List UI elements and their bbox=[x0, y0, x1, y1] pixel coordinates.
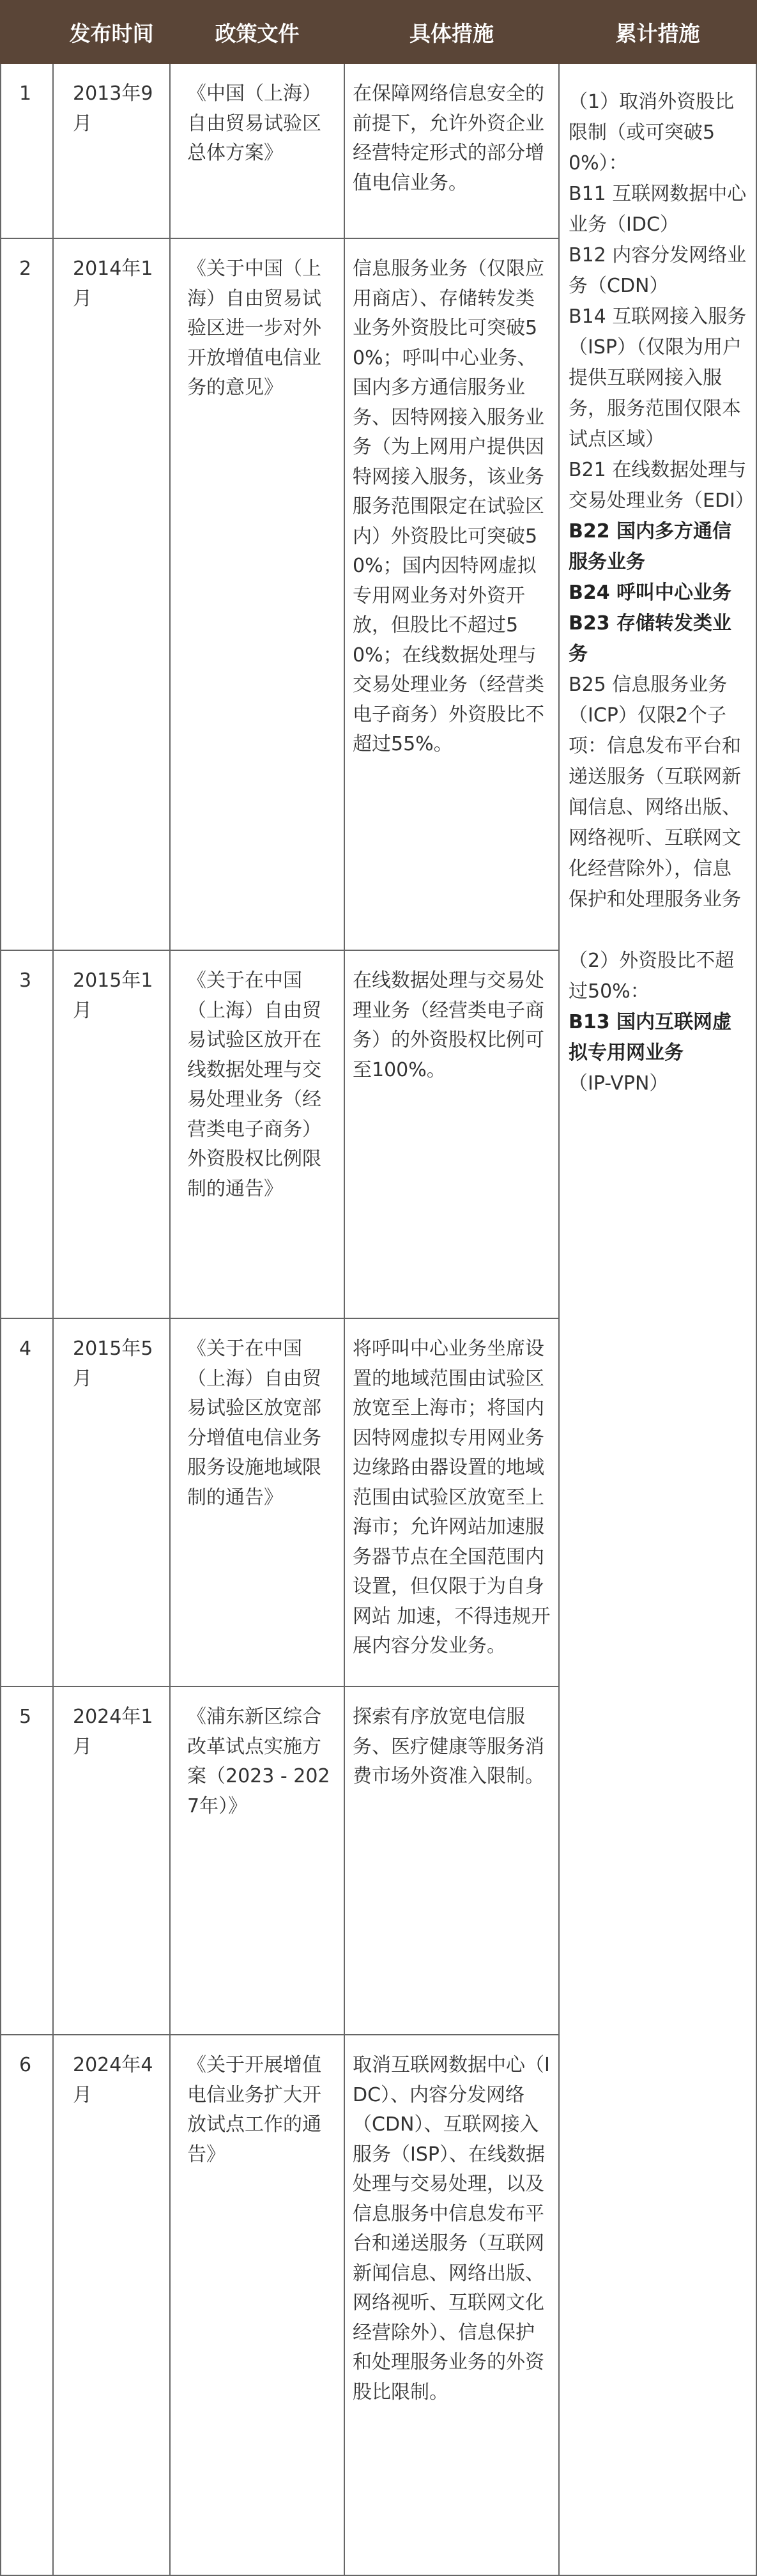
row-policy-doc: 《关于中国（上海）自由贸易试验区进一步对外开放增值电信业务的意见》 bbox=[170, 238, 344, 950]
row-measure: 信息服务业务（仅限应用商店）、存储转发类业务外资股比可突破50%；呼叫中心业务、国内多方通信服务业务、因特网接入服务业务（为上网用户提供因特网接入服务，该业务服务范围限定在试验区内）外资股比可突破50%；国内因特网虚拟专用网业务对外资开放，但股比不超过50%；在线数据处理与交易处理业务（经营类电子商务）外资股比不超过55%。 bbox=[344, 238, 559, 950]
header-policy: 政策文件 bbox=[170, 1, 344, 63]
row-date: 2013年9月 bbox=[53, 63, 170, 238]
cumulative-item-highlight: B22 国内多方通信服务业务 bbox=[569, 520, 732, 573]
header-row bbox=[1, 1, 756, 63]
row-policy-doc: 《浦东新区综合改革试点实施方案（2023 - 2027年）》 bbox=[170, 1686, 344, 2035]
cumulative-item-highlight: B24 呼叫中心业务 bbox=[569, 582, 732, 604]
table-row bbox=[1, 63, 756, 238]
row-measure: 在保障网络信息安全的前提下，允许外资企业经营特定形式的部分增值电信业务。 bbox=[344, 63, 559, 238]
header-date: 发布时间 bbox=[53, 1, 170, 63]
row-number: 1 bbox=[1, 63, 53, 238]
row-date: 2015年5月 bbox=[53, 1318, 170, 1686]
row-date: 2024年4月 bbox=[53, 2035, 170, 2575]
row-policy-doc: 《关于在中国（上海）自由贸易试验区放开在线数据处理与交易处理业务（经营类电子商务）外资股权比例限制的通告》 bbox=[170, 950, 344, 1318]
cumulative-item-highlight: B23 存储转发类业务 bbox=[569, 612, 732, 665]
header-measure: 具体措施 bbox=[344, 1, 559, 63]
cumulative-item: B14 互联网接入服务（ISP）（仅限为用户提供互联网接入服务，服务范围仅限本试点区域） bbox=[569, 305, 747, 451]
row-number: 6 bbox=[1, 2035, 53, 2575]
row-number: 5 bbox=[1, 1686, 53, 2035]
row-date: 2014年1月 bbox=[53, 238, 170, 950]
row-date: 2024年1月 bbox=[53, 1686, 170, 2035]
cumulative-item: （IP-VPN） bbox=[569, 1072, 669, 1095]
row-measure: 探索有序放宽电信服务、医疗健康等服务消费市场外资准入限制。 bbox=[344, 1686, 559, 2035]
cumulative-part1-title: （1）取消外资股比限制（或可突破50%）： bbox=[569, 91, 735, 174]
cumulative-part2-title: （2）外资股比不超过50%： bbox=[569, 950, 735, 1003]
row-policy-doc: 《关于开展增值电信业务扩大开放试点工作的通告》 bbox=[170, 2035, 344, 2575]
row-measure: 取消互联网数据中心（IDC）、内容分发网络（CDN）、互联网接入服务（ISP）、在线数据处理与交易处理，以及信息服务中信息发布平台和递送服务（互联网新闻信息、网络出版、网络视听、互联网文化经营除外）、信息保护和处理服务业务的外资股比限制。 bbox=[344, 2035, 559, 2575]
cumulative-item: B21 在线数据处理与交易处理业务（EDI） bbox=[569, 459, 754, 512]
cumulative-item: B12 内容分发网络业务（CDN） bbox=[569, 244, 747, 297]
header-cumulative: 累计措施 bbox=[559, 1, 756, 63]
table-header bbox=[1, 1, 756, 63]
cumulative-item: B11 互联网数据中心业务（IDC） bbox=[569, 183, 747, 236]
cumulative-item-highlight: B13 国内互联网虚拟专用网业务 bbox=[569, 1011, 732, 1064]
header-index bbox=[1, 1, 53, 63]
cumulative-item: B25 信息服务业务（ICP）仅限2个子项：信息发布平台和递送服务（互联网新闻信息、网络出版、网络视听、互联网文化经营除外），信息保护和处理服务业务 bbox=[569, 674, 741, 911]
row-policy-doc: 《关于在中国（上海）自由贸易试验区放宽部分增值电信业务服务设施地域限制的通告》 bbox=[170, 1318, 344, 1686]
row-number: 4 bbox=[1, 1318, 53, 1686]
row-policy-doc: 《中国（上海）自由贸易试验区总体方案》 bbox=[170, 63, 344, 238]
cumulative-measures bbox=[559, 63, 756, 2575]
row-date: 2015年1月 bbox=[53, 950, 170, 1318]
row-measure: 将呼叫中心业务坐席设置的地域范围由试验区放宽至上海市；将国内因特网虚拟专用网业务边缘路由器设置的地域范围由试验区放宽至上海市；允许网站加速服务器节点在全国范围内设置，但仅限于为自身网站 加速，不得违规开展内容分发业务。 bbox=[344, 1318, 559, 1686]
row-measure: 在线数据处理与交易处理业务（经营类电子商务）的外资股权比例可至100%。 bbox=[344, 950, 559, 1318]
row-number: 2 bbox=[1, 238, 53, 950]
table-body bbox=[1, 63, 756, 2575]
row-number: 3 bbox=[1, 950, 53, 1318]
spacer bbox=[569, 915, 748, 946]
